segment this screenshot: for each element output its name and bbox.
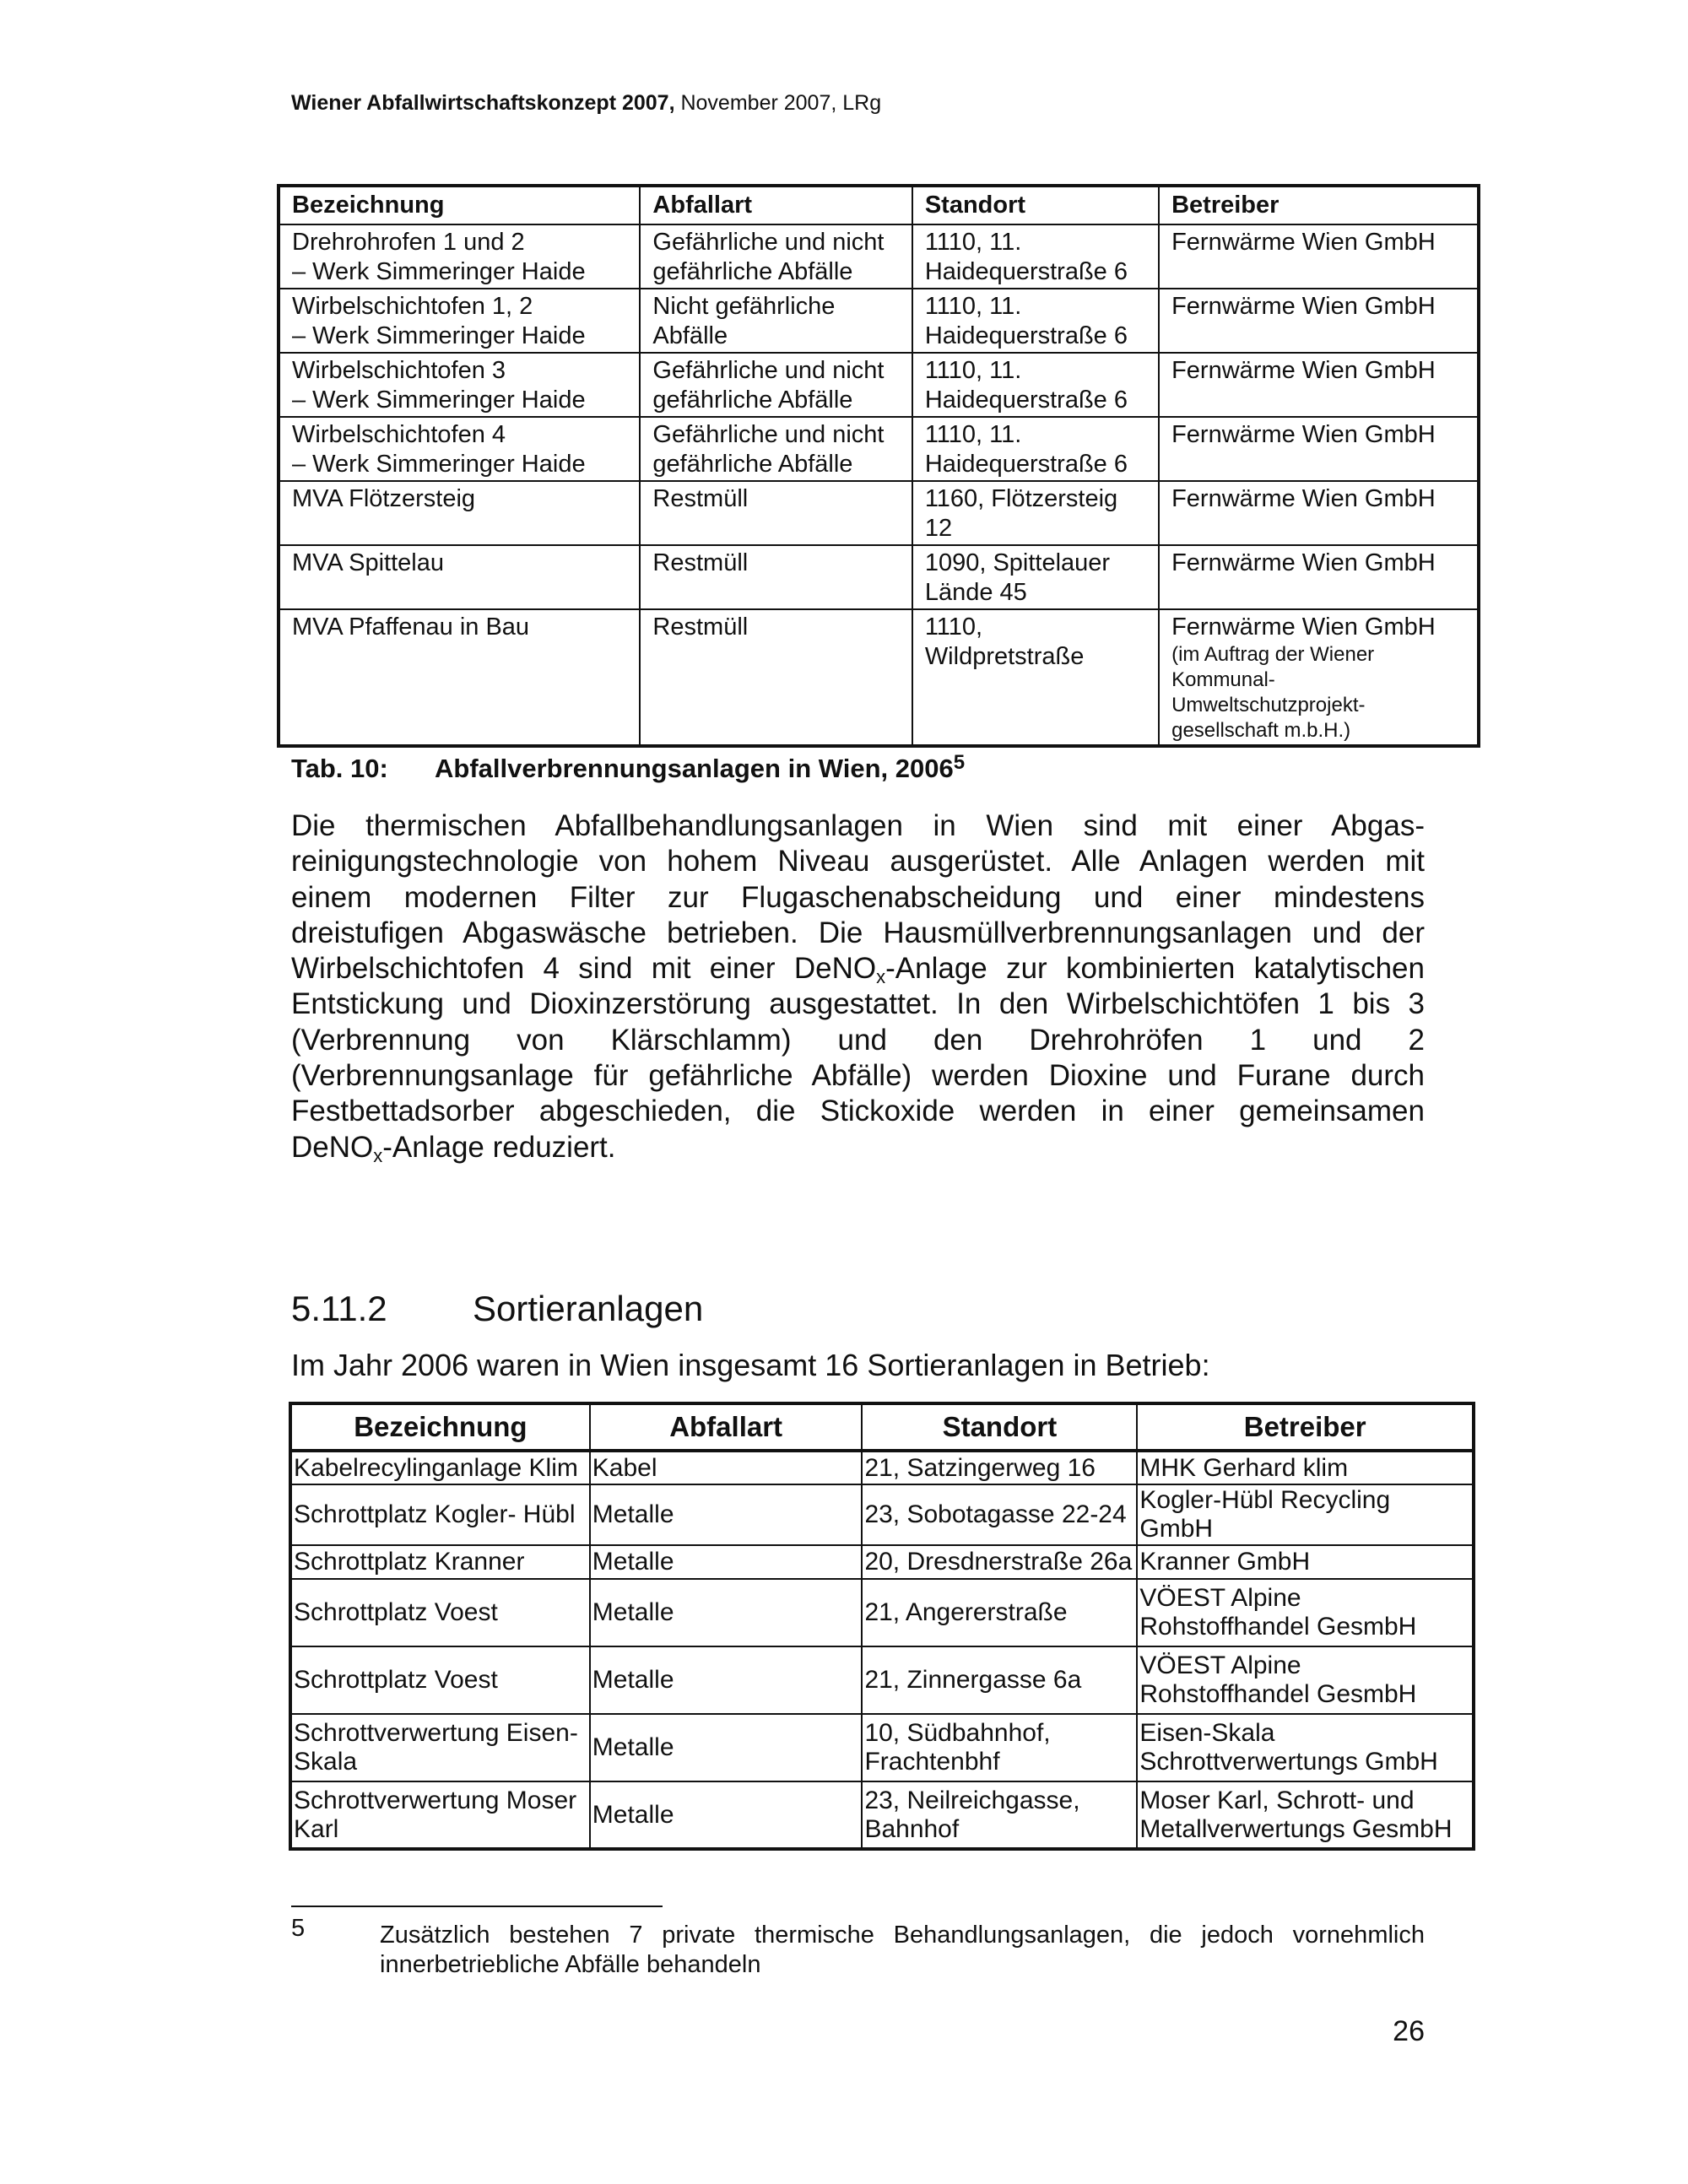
- table-row: [279, 609, 1479, 746]
- cell-line: Fernwärme Wien GmbH: [1171, 614, 1436, 641]
- table-cell: Fernwärme Wien GmbH: [1159, 224, 1479, 289]
- paragraph-line: [291, 1130, 1425, 1165]
- cell-line: 1110, 11.: [924, 357, 1022, 384]
- footnote-number: 5: [291, 1915, 306, 1942]
- column-header: Bezeichnung: [279, 186, 640, 224]
- cell-line: Kogler-Hübl Recycling: [1139, 1486, 1391, 1514]
- table-cell: [862, 1484, 1137, 1545]
- cell-line: MVA Flötzersteig: [292, 485, 476, 512]
- cell-line: Haidequerstraße 6: [924, 387, 1128, 414]
- table-cell: [912, 289, 1159, 353]
- table-cell: [290, 1484, 590, 1545]
- table-caption: [291, 751, 966, 784]
- incineration-plants-table: [277, 184, 1480, 748]
- paragraph-line: [291, 951, 1425, 987]
- table-cell: Fernwärme Wien GmbH: [1159, 545, 1479, 609]
- table-cell: [912, 609, 1159, 746]
- cell-line: 1110,: [924, 614, 983, 641]
- header-details: November 2007, LRg: [674, 91, 882, 115]
- table-cell: [912, 417, 1159, 481]
- table-cell: [640, 353, 912, 417]
- cell-line: gefährliche Abfälle: [652, 451, 853, 478]
- cell-line: 10, Südbahnhof,: [864, 1719, 1051, 1747]
- table-cell: [862, 1714, 1137, 1781]
- table-cell: [1137, 1451, 1474, 1484]
- table-cell: Metalle: [590, 1545, 863, 1579]
- table-cell: [1137, 1781, 1474, 1849]
- sorting-plants-table: [289, 1402, 1475, 1851]
- footnote-text: [380, 1921, 1425, 1980]
- paragraph-line: Entstickung und Dioxinzerstörung ausgestattet. In den Wirbelschichtöfen 1 bis 3: [291, 987, 1425, 1021]
- cell-line: Schrottplatz Kogler- Hübl: [294, 1500, 576, 1528]
- table-cell: [862, 1579, 1137, 1646]
- cell-line: 1110, 11.: [924, 421, 1022, 448]
- table-cell: Metalle: [590, 1781, 863, 1849]
- table-cell: [279, 353, 640, 417]
- table-header-row: [290, 1403, 1474, 1451]
- cell-line: Kranner GmbH: [1139, 1548, 1311, 1576]
- table-cell: [1137, 1545, 1474, 1579]
- cell-line: Gefährliche und nicht: [652, 421, 885, 448]
- operator-note-line: Kommunal-: [1171, 668, 1275, 691]
- table-cell: [640, 417, 912, 481]
- footnote-reference: 5: [953, 751, 966, 774]
- table-cell: [862, 1646, 1137, 1714]
- table-cell: [290, 1714, 590, 1781]
- table-cell: Fernwärme Wien GmbH: [1159, 353, 1479, 417]
- cell-line: – Werk Simmeringer Haide: [292, 387, 586, 414]
- cell-line: Wirbelschichtofen 4: [292, 421, 506, 448]
- cell-line: Nicht gefährliche: [652, 293, 836, 320]
- body-paragraph: [291, 808, 1425, 1165]
- cell-line: gefährliche Abfälle: [652, 258, 853, 285]
- cell-line: Wirbelschichtofen 1, 2: [292, 293, 533, 320]
- table-cell: [290, 1545, 590, 1579]
- cell-line: Haidequerstraße 6: [924, 322, 1128, 349]
- cell-line: 21, Zinnergasse 6a: [864, 1666, 1082, 1694]
- cell-line: Schrottverwertungs GmbH: [1139, 1748, 1438, 1776]
- table-cell: [279, 481, 640, 545]
- table-row: [290, 1646, 1474, 1714]
- cell-line: Haidequerstraße 6: [924, 258, 1128, 285]
- cell-line: Metallverwertungs GesmbH: [1139, 1814, 1453, 1843]
- table-cell: [862, 1451, 1137, 1484]
- table-cell: [1137, 1714, 1474, 1781]
- footnote-separator: [291, 1906, 663, 1907]
- column-header: Abfallart: [590, 1403, 863, 1451]
- paragraph-line: reinigungstechnologie von hohem Niveau ausgerüstet. Alle Anlagen werden mit: [291, 845, 1425, 878]
- table-cell: Fernwärme Wien GmbH: [1159, 417, 1479, 481]
- cell-line: – Werk Simmeringer Haide: [292, 258, 586, 285]
- table-cell: [279, 545, 640, 609]
- cell-line: – Werk Simmeringer Haide: [292, 451, 586, 478]
- cell-line: Wildpretstraße: [924, 643, 1085, 670]
- cell-line: Schrottplatz Voest: [294, 1666, 498, 1694]
- paragraph-line: einem modernen Filter zur Flugaschenabscheidung und einer mindestens: [291, 880, 1425, 914]
- table-cell: [290, 1646, 590, 1714]
- table-row: [279, 417, 1479, 481]
- cell-line: VÖEST Alpine: [1139, 1652, 1301, 1679]
- table-cell: [640, 481, 912, 545]
- section-title: Sortieranlagen: [473, 1289, 704, 1328]
- cell-line: Karl: [294, 1814, 339, 1843]
- cell-line: 23, Sobotagasse 22-24: [864, 1500, 1127, 1528]
- section-heading: [291, 1289, 703, 1329]
- column-header: Betreiber: [1159, 186, 1479, 224]
- operator-note-line: Umweltschutzprojekt-: [1171, 694, 1366, 716]
- table-cell: [862, 1781, 1137, 1849]
- paragraph-line: Festbettadsorber abgeschieden, die Stickoxide werden in einer gemeinsamen: [291, 1095, 1425, 1128]
- table-cell: Kabel: [590, 1451, 863, 1484]
- cell-line: Restmüll: [652, 549, 749, 576]
- table-row: [279, 481, 1479, 545]
- cell-line: Drehrohrofen 1 und 2: [292, 229, 525, 256]
- table-cell: Metalle: [590, 1646, 863, 1714]
- table-cell: [640, 545, 912, 609]
- column-header: Abfallart: [640, 186, 912, 224]
- cell-line: Gefährliche und nicht: [652, 229, 885, 256]
- table-row: [290, 1579, 1474, 1646]
- cell-line: Schrottplatz Voest: [294, 1598, 498, 1626]
- table-cell: [290, 1451, 590, 1484]
- paragraph-line: (Verbrennungsanlage für gefährliche Abfälle) werden Dioxine und Furane durch: [291, 1059, 1425, 1093]
- cell-line: – Werk Simmeringer Haide: [292, 322, 586, 349]
- cell-line: Schrottverwertung Moser: [294, 1786, 577, 1814]
- table-row: [279, 353, 1479, 417]
- cell-line: Wirbelschichtofen 3: [292, 357, 506, 384]
- cell-line: Schrottplatz Kranner: [294, 1548, 525, 1576]
- cell-line: 12: [924, 515, 953, 542]
- paragraph-line: (Verbrennung von Klärschlamm) und den Drehrohröfen 1 und 2: [291, 1023, 1425, 1057]
- caption-text: Abfallverbrennungsanlagen in Wien, 2006: [435, 754, 954, 783]
- table-cell: Metalle: [590, 1579, 863, 1646]
- table-header-row: [279, 186, 1479, 224]
- cell-line: GmbH: [1139, 1515, 1214, 1543]
- table-row: [290, 1484, 1474, 1545]
- column-header: Betreiber: [1137, 1403, 1474, 1451]
- cell-line: Rohstoffhandel GesmbH: [1139, 1680, 1417, 1708]
- cell-line: Bahnhof: [864, 1814, 960, 1843]
- cell-line: Gefährliche und nicht: [652, 357, 885, 384]
- footnote-line: Zusätzlich bestehen 7 private thermische Behandlungsanlagen, die jedoch vornehmlich: [380, 1922, 1425, 1949]
- operator-note-line: (im Auftrag der Wiener: [1171, 643, 1375, 666]
- cell-line: Eisen-Skala: [1139, 1719, 1275, 1747]
- subscript: x: [876, 966, 886, 988]
- table-cell: [279, 289, 640, 353]
- table-cell: [1137, 1579, 1474, 1646]
- cell-line: Lände 45: [924, 579, 1027, 606]
- table-cell: [1159, 609, 1479, 746]
- cell-line: 1110, 11.: [924, 293, 1022, 320]
- table-cell: [279, 224, 640, 289]
- table-cell: Fernwärme Wien GmbH: [1159, 481, 1479, 545]
- cell-line: MVA Spittelau: [292, 549, 445, 576]
- cell-line: 21, Angererstraße: [864, 1598, 1068, 1626]
- table-cell: [1137, 1646, 1474, 1714]
- cell-line: 23, Neilreichgasse,: [864, 1786, 1080, 1814]
- cell-line: gefährliche Abfälle: [652, 387, 853, 414]
- paragraph-line: dreistufigen Abgaswäsche betrieben. Die Hausmüllverbrennungsanlagen und der: [291, 916, 1425, 949]
- section-number: 5.11.2: [291, 1289, 387, 1328]
- paragraph-line: Die thermischen Abfallbehandlungsanlagen in Wien sind mit einer Abgas-: [291, 809, 1425, 842]
- table-row: [279, 224, 1479, 289]
- cell-line: Restmüll: [652, 485, 749, 512]
- page-header: [291, 91, 881, 116]
- table-cell: [290, 1579, 590, 1646]
- cell-line: MVA Pfaffenau in Bau: [292, 614, 530, 641]
- table-cell: [912, 481, 1159, 545]
- cell-line: 1110, 11.: [924, 229, 1022, 256]
- table-cell: [640, 224, 912, 289]
- cell-line: Frachtenbhf: [864, 1748, 1000, 1776]
- cell-line: 21, Satzingerweg 16: [864, 1453, 1096, 1482]
- table-cell: Metalle: [590, 1714, 863, 1781]
- table-cell: [640, 609, 912, 746]
- caption-label: Tab. 10:: [291, 754, 388, 783]
- column-header: Standort: [862, 1403, 1137, 1451]
- cell-line: Schrottverwertung Eisen-: [294, 1719, 578, 1747]
- table-cell: [279, 417, 640, 481]
- section-intro: Im Jahr 2006 waren in Wien insgesamt 16 Sortieranlagen in Betrieb:: [291, 1348, 1210, 1382]
- table-row: [290, 1545, 1474, 1579]
- cell-line: Haidequerstraße 6: [924, 451, 1128, 478]
- table-cell: [912, 353, 1159, 417]
- table-row: [279, 545, 1479, 609]
- table-row: [290, 1714, 1474, 1781]
- operator-note-line: gesellschaft m.b.H.): [1171, 719, 1351, 742]
- footnote-line: innerbetriebliche Abfälle behandeln: [380, 1951, 761, 1978]
- subscript: x: [373, 1144, 383, 1166]
- table-cell: Fernwärme Wien GmbH: [1159, 289, 1479, 353]
- cell-line: 1090, Spittelauer: [924, 549, 1111, 576]
- table-cell: [862, 1545, 1137, 1579]
- cell-line: 20, Dresdnerstraße 26a: [864, 1548, 1133, 1576]
- table-row: [279, 289, 1479, 353]
- cell-line: MHK Gerhard klim: [1139, 1453, 1349, 1482]
- table-cell: [1137, 1484, 1474, 1545]
- table-cell: [279, 609, 640, 746]
- cell-line: Moser Karl, Schrott- und: [1139, 1786, 1415, 1814]
- header-title: Wiener Abfallwirtschaftskonzept 2007,: [291, 91, 675, 115]
- text-fragment: -Anlage zur kombinierten katalytischen: [885, 952, 1425, 986]
- table-cell: [912, 545, 1159, 609]
- table-cell: [640, 289, 912, 353]
- table-row: [290, 1781, 1474, 1849]
- cell-line: Kabelrecylinganlage Klim: [294, 1453, 578, 1482]
- cell-line: Abfälle: [652, 322, 728, 349]
- cell-line: Rohstoffhandel GesmbH: [1139, 1613, 1417, 1641]
- table-row: [290, 1451, 1474, 1484]
- column-header: Bezeichnung: [290, 1403, 590, 1451]
- table-cell: Metalle: [590, 1484, 863, 1545]
- table-cell: [912, 224, 1159, 289]
- text-fragment: Wirbelschichtofen 4 sind mit einer DeNO: [291, 952, 877, 986]
- table-cell: [290, 1781, 590, 1849]
- cell-line: 1160, Flötzersteig: [924, 485, 1118, 512]
- cell-line: Skala: [294, 1748, 358, 1776]
- column-header: Standort: [912, 186, 1159, 224]
- cell-line: Restmüll: [652, 614, 749, 641]
- text-fragment: -Anlage reduziert.: [382, 1130, 616, 1164]
- cell-line: VÖEST Alpine: [1139, 1584, 1301, 1612]
- text-fragment: DeNO: [291, 1130, 374, 1164]
- page-number: 26: [1393, 2015, 1425, 2047]
